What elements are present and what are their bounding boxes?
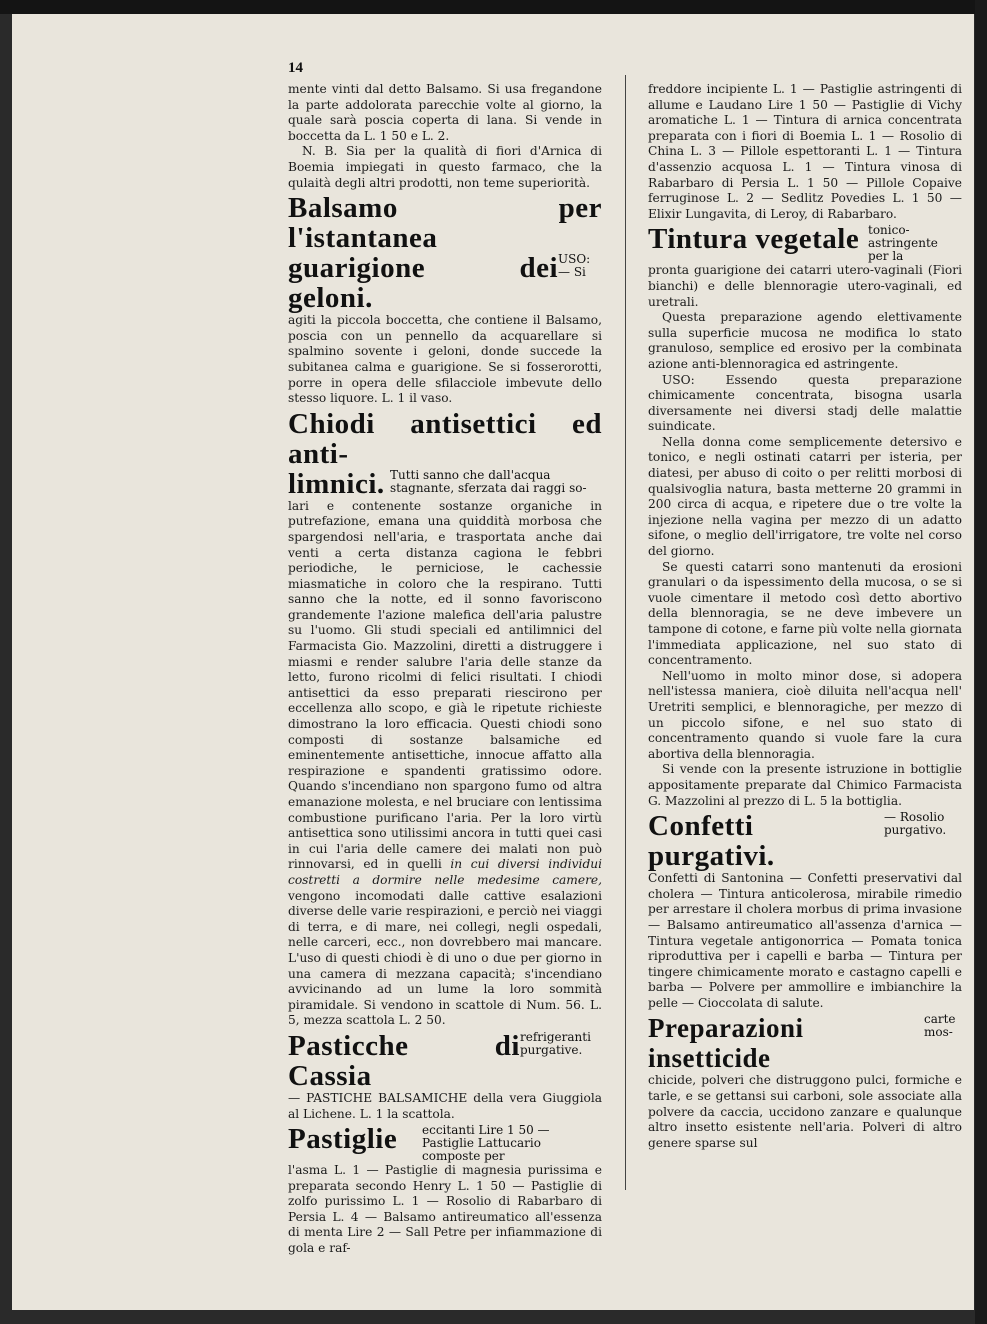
heading-runin: tonico-astringente per la (868, 223, 938, 264)
paragraph: — PASTICHE BALSAMICHE della vera Giuggiola al Lichene. L. 1 la scattola. (288, 1090, 602, 1121)
column-divider (625, 75, 626, 1190)
heading-runin: refrigeranti purgative. (520, 1029, 591, 1057)
scan-border (975, 0, 987, 1324)
heading-runin: eccitanti Lire 1 50 — Pastiglie Lattucario composte per (422, 1123, 550, 1164)
section-heading (288, 1124, 602, 1163)
section-heading (648, 224, 962, 263)
heading-line: Chiodi antisettici ed anti- (288, 407, 602, 470)
left-column (288, 82, 602, 1257)
right-column (648, 82, 962, 1151)
section-heading (288, 1031, 602, 1091)
heading-line: limnici. (288, 467, 385, 500)
paragraph: pronta guarigione dei catarri utero-vaginali (Fiori bianchi) e delle blennoragie utero-vaginali, ed uretrali. (648, 263, 962, 309)
page-top-edge (0, 0, 975, 14)
heading-runin: Tutti sanno che dall'acqua stagnante, sferzata dai raggi so- (390, 467, 587, 495)
paragraph-text: lari e contenente sostanze organiche in putrefazione, emana una quiddità morbosa che spargendosi nell'aria, e trasportata anche dai venti a certa distanza cagiona le febbri periodiche, le perniciose, le cachessie miasmatiche in coloro che la respirano. Tutti sanno che la notte, ed il sonno favoriscono grandemente l'azione malefica dell'aria palustre su l'uomo. Gli studi speciali ed antilimnici del Farmacista Gio. Mazzolini, diretti a distruggere i miasmi e render salubre l'aria delle stanze da letto, furono ricolmi di felici risultati. I chiodi antisettici da esso preparati riescirono per eccellenza allo scopo, e già le ripetute richieste dimostrano la loro efficacia. Questi chiodi sono composti di sostanze balsamiche ed eminentemente antisettiche, innocue affatto alla respirazione e spandenti gratissimo odore. Quando s'incendiano non spargono fumo od altra emanazione molesta, e nel bruciare con lentissima combustione purificano l'aria. Per la loro virtù antisettica sono utilissimi ancora in tutti quei casi in cui l'aria delle camere dei malati non può rinnovarsi, ed in quelli (288, 498, 602, 872)
heading-line: guarigione dei geloni. (288, 252, 558, 315)
heading-line: Pasticche di Cassia (288, 1029, 520, 1092)
heading-line: Preparazioni insetticide (648, 1013, 804, 1074)
paragraph: N. B. Sia per la qualità di fiori d'Arnica di Boemia impiegati in questo farmaco, che la qulaità degli altri prodotti, non teme superiorità. (288, 144, 602, 190)
paragraph: Questa preparazione agendo elettivamente sulla superficie mucosa ne modifica lo stato granuloso, semplice ed erosivo per la combinata azione anti-blennoragica ed astringente. (648, 310, 962, 371)
italic-text: in cui diversi individui costretti a dormire nelle medesime camere, (288, 857, 602, 887)
paragraph: Confetti di Santonina — Confetti preservativi dal cholera — Tintura anticolerosa, mirabile rimedio per arrestare il cholera morbus di prima invasione — Balsamo antireumatico all'assenza d'arnica — Tintura vegetale antigonorrica — Pomata tonica riproduttiva per i capelli e barba — Tintura per tingere chimicamente morato e castagno capelli e barba — Polvere per ammollire e imbianchire la pelle — Cioccolata di salute. (648, 871, 962, 1010)
paragraph-text: vengono incomodati dalle cattive esalazioni diverse delle varie respirazioni, e perciò nei viaggi di terra, e di mare, nei collegi, negli ospedali, nelle carceri, ecc., non dovrebbero mai mancare. L'uso di questi chiodi è di uno o due per giorno in una camera di mezzana capacità; s'incendiano avvicinando ad un lume la loro sommità piramidale. Si vendono in scattole di Num. 56. L. 5, mezza scattola L. 2 50. (288, 888, 602, 1028)
paragraph (288, 499, 602, 1029)
heading-line: Tintura vegetale (648, 223, 860, 256)
paragraph: freddore incipiente L. 1 — Pastiglie astringenti di allume e Laudano Lire 1 50 — Pastiglie di Vichy aromatiche L. 1 — Tintura di arnica concentrata preparata con i fiori di Boemia L. 1 — Rosolio di China L. 3 — Pillole espettoranti L. 1 — Tintura d'assenzio acquosa L. 1 — Tintura vinosa di Rabarbaro di Persia L. 1 50 — Pillole Copaive ferruginose L. 2 — Sedlitz Povedies L. 1 50 — Elixir Lungavita, di Leroy, di Rabarbaro. (648, 82, 962, 221)
section-heading (288, 193, 602, 313)
section-heading (288, 409, 602, 499)
paragraph: chicide, polveri che distruggono pulci, formiche e tarle, e se gettansi sui carboni, sole associate alla polvere da caccia, uccidono zanzare e qualunque altro insetto esistente nell'aria. Polveri di altro genere sparse sul (648, 1073, 962, 1150)
paragraph: Se questi catarri sono mantenuti da erosioni granulari o da ispessimento della mucosa, o se si vuole cimentare il metodo così detto abortivo della blennoragia, se ne deve imbevere un tampone di cotone, e farne più volte nella giornata l'immediata applicazione, nel suo stato di concentramento. (648, 559, 962, 668)
page-number: 14 (288, 60, 303, 76)
paragraph: Si vende con la presente istruzione in bottiglie appositamente preparate dal Chimico Farmacista G. Mazzolini al prezzo di L. 5 la bottiglia. (648, 762, 962, 808)
paragraph: USO: Essendo questa preparazione chimicamente concentrata, bisogna usarla diversamente nei diversi stadj delle malattie suindicate. (648, 372, 962, 434)
heading-line: Pastiglie (288, 1123, 398, 1156)
paragraph: Nella donna come semplicemente detersivo e tonico, e negli ostinati catarri per isteria, per diatesi, per abuso di coito o per relitti morbosi di qualsivoglia natura, basta metterne 20 grammi in 200 circa di acqua, e ripetere due o tre volte la injezione nella vagina per mezzo di un adatto sifone, o meglio dell'irrigatore, tre volte nel corso del giorno. (648, 434, 962, 559)
heading-line: Confetti purgativi. (648, 810, 775, 873)
heading-line: Balsamo per l'istantanea (288, 192, 602, 255)
heading-runin: — Rosolio purgativo. (884, 810, 947, 838)
heading-runin: carte mos- (924, 1012, 956, 1040)
section-heading (648, 811, 962, 871)
paragraph: mente vinti dal detto Balsamo. Si usa fregandone la parte addolorata parecchie volte al giorno, la quale sarà poscia coperta di lana. Si vende in boccetta da L. 1 50 e L. 2. (288, 82, 602, 143)
heading-runin: USO: — Si (558, 252, 591, 280)
paragraph: Nell'uomo in molto minor dose, si adopera nell'istessa maniera, cioè diluita nell'acqua nell' Uretriti semplici, e blennoragiche, per mezzo di un piccolo sifone, e nel suo stato di concentramento quando si vuole fare la cura abortiva della blennoragia. (648, 668, 962, 761)
section-heading (648, 1013, 962, 1073)
paragraph: l'asma L. 1 — Pastiglie di magnesia purissima e preparata secondo Henry L. 1 50 — Pastiglie di zolfo purissimo L. 1 — Rosolio di Rabarbaro di Persia L. 4 — Balsamo antireumatico all'essenza di menta Lire 2 — Sall Petre per infiammazione di gola e raf- (288, 1163, 602, 1256)
paragraph: agiti la piccola boccetta, che contiene il Balsamo, poscia con un pennello da acquarellare si spalmino sovente i geloni, donde succede la subitanea calma e guarigione. Se si fosserorotti, porre in opera delle sfilacciole imbevute dello stesso liquore. L. 1 il vaso. (288, 313, 602, 406)
